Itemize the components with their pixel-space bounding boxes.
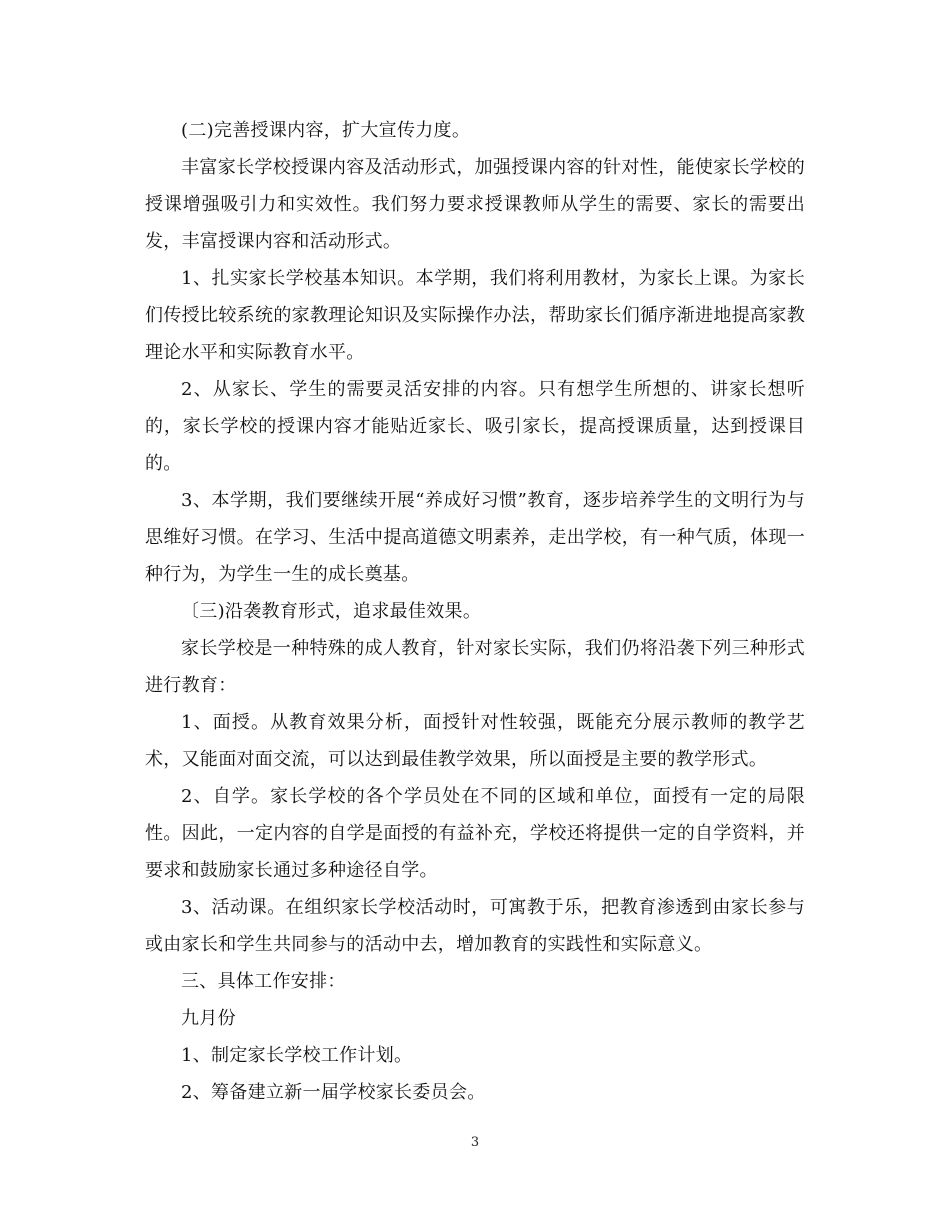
list-item: 1、制定家长学校工作计划。: [181, 1045, 413, 1066]
document-body: [145, 112, 805, 1111]
page-number: 3: [470, 1135, 480, 1150]
paragraph: 家长学校是一种特殊的成人教育，针对家长实际，我们仍将沿袭下列三种形式进行教育：: [145, 638, 805, 696]
list-item: 2、筹备建立新一届学校家长委员会。: [181, 1082, 486, 1103]
section-heading-3: 〔三)沿袭教育形式，追求最佳效果。: [181, 601, 482, 622]
list-item: 2、自学。家长学校的各个学员处在不同的区域和单位，面授有一定的局限性。因此，一定内容的自学是面授的有益补充，学校还将提供一定的自学资料，并要求和鼓励家长通过多种途径自学。: [145, 786, 805, 881]
list-item: 3、活动课。在组织家长学校活动时，可寓教于乐，把教育渗透到由家长参与或由家长和学生共同参与的活动中去，增加教育的实践性和实际意义。: [145, 897, 805, 955]
section-heading-schedule: 三、具体工作安排：: [181, 971, 346, 992]
section-heading-2: (二)完善授课内容，扩大宣传力度。: [181, 120, 471, 141]
list-item: 3、本学期，我们要继续开展“养成好习惯”教育，逐步培养学生的文明行为与思维好习惯。在学习、生活中提高道德文明素养，走出学校，有一种气质，体现一种行为，为学生一生的成长奠基。: [145, 490, 805, 585]
list-item: 1、扎实家长学校基本知识。本学期，我们将利用教材，为家长上课。为家长们传授比较系统的家教理论知识及实际操作办法，帮助家长们循序渐进地提高家教理论水平和实际教育水平。: [145, 268, 805, 363]
paragraph: 丰富家长学校授课内容及活动形式，加强授课内容的针对性，能使家长学校的授课增强吸引力和实效性。我们努力要求授课教师从学生的需要、家长的需要出发，丰富授课内容和活动形式。: [145, 157, 805, 252]
list-item: 2、从家长、学生的需要灵活安排的内容。只有想学生所想的、讲家长想听的，家长学校的授课内容才能贴近家长、吸引家长，提高授课质量，达到授课目的。: [145, 379, 805, 474]
list-item: 1、面授。从教育效果分析，面授针对性较强，既能充分展示教师的教学艺术，又能面对面交流，可以达到最佳教学效果，所以面授是主要的教学形式。: [145, 712, 805, 770]
month-heading: 九月份: [181, 1008, 236, 1029]
